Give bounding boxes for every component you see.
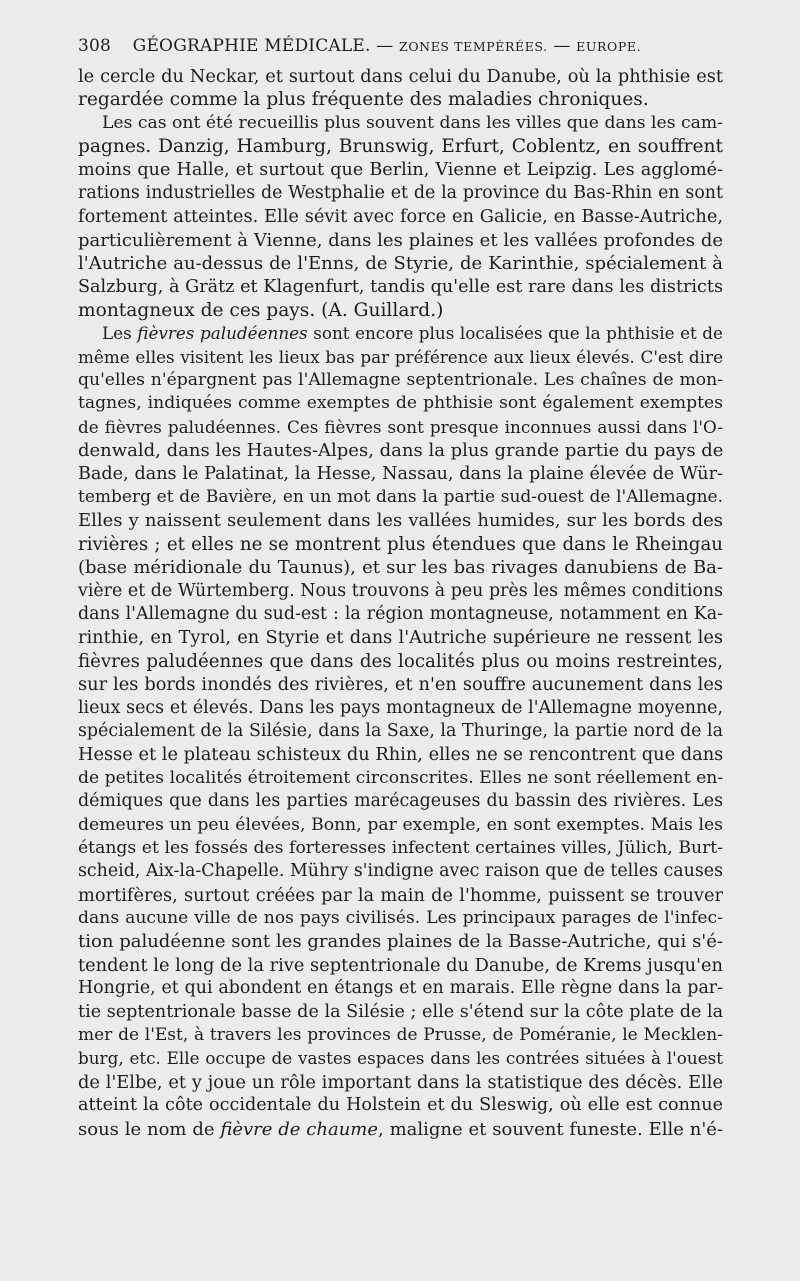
running-header xyxy=(78,36,738,58)
text-line xyxy=(78,346,723,369)
line-segment: sont encore plus localisées que la phthisie et de xyxy=(307,323,723,344)
text-line xyxy=(78,229,723,252)
header-dash: — xyxy=(370,36,400,56)
line-segment: mortifères, surtout créées par la main de l'homme, puissent se trouver xyxy=(78,884,723,906)
text-line xyxy=(78,135,723,158)
line-segment: Elles y naissent seulement dans les vallées humides, sur les bords des xyxy=(78,510,723,532)
line-segment: le cercle du Neckar, et surtout dans celui du Danube, où la phthisie est xyxy=(78,66,723,87)
header-title-mid: ZONES TEMPÉRÉES. xyxy=(399,39,548,54)
line-segment: temberg et de Bavière, en un mot dans la partie sud-ouest de l'Allemagne. xyxy=(78,487,723,508)
line-segment: démiques que dans les parties marécageuses du bassin des rivières. Les xyxy=(78,791,723,812)
text-line xyxy=(78,767,723,790)
header-title xyxy=(133,36,642,56)
text-line xyxy=(78,650,723,673)
text-line xyxy=(78,276,723,299)
line-segment: tendent le long de la rive septentrionale du Danube, de Krems jusqu'en xyxy=(78,954,723,976)
line-segment: lieux secs et élevés. Dans les pays montagneux de l'Allemagne moyenne, xyxy=(78,697,723,718)
text-line xyxy=(78,720,723,743)
line-segment: vière et de Würtemberg. Nous trouvons à peu près les mêmes conditions xyxy=(78,580,723,601)
line-segment: scheid, Aix-la-Chapelle. Mühry s'indigne avec raison que de telles causes xyxy=(78,861,723,882)
line-segment: étangs et les fossés des forteresses infectent certaines villes, Jülich, Burt- xyxy=(78,837,723,858)
text-line xyxy=(78,159,723,182)
text-line xyxy=(78,1094,723,1117)
line-segment: de l'Elbe, et y joue un rôle important dans la statistique des décès. Elle xyxy=(78,1071,723,1093)
line-segment: rinthie, en Tyrol, en Styrie et dans l'Autriche supérieure ne ressent les xyxy=(78,627,723,649)
line-segment: Hesse et le plateau schisteux du Rhin, elles ne se rencontrent que dans xyxy=(78,744,723,766)
line-segment: dans aucune ville de nos pays civilisés. Les principaux parages de l'infec- xyxy=(78,908,723,929)
line-segment: pagnes. Danzig, Hamburg, Brunswig, Erfurt, Coblentz, en souffrent xyxy=(78,136,723,158)
text-line xyxy=(78,673,723,696)
header-title-right: EUROPE. xyxy=(576,39,642,54)
line-segment: même elles visitent les lieux bas par préférence aux lieux élevés. C'est dire xyxy=(78,346,723,367)
text-line xyxy=(78,182,723,205)
text-line xyxy=(78,486,723,509)
text-line xyxy=(78,907,723,930)
header-dash: — xyxy=(547,36,577,56)
text-line xyxy=(78,884,723,907)
text-line xyxy=(78,814,723,837)
line-segment: sous le nom de xyxy=(78,1118,221,1140)
line-segment: Les cas ont été recueillis plus souvent dans les villes que dans les cam- xyxy=(102,112,723,133)
text-line xyxy=(78,416,723,439)
text-line xyxy=(78,88,723,111)
line-segment: Salzburg, à Grätz et Klagenfurt, tandis qu'elle est rare dans les districts xyxy=(78,276,723,297)
italic-term: fièvres paludéennes xyxy=(137,323,308,344)
text-line xyxy=(78,697,723,720)
text-line xyxy=(78,65,723,88)
line-segment: rations industrielles de Westphalie et de la province du Bas-Rhin en sont xyxy=(78,182,723,203)
line-segment: sur les bords inondés des rivières, et n'en souffre aucunement dans les xyxy=(78,674,723,696)
text-line xyxy=(78,626,723,649)
line-segment: Bade, dans le Palatinat, la Hesse, Nassau, dans la plaine élevée de Wür- xyxy=(78,463,723,484)
text-line xyxy=(78,509,723,532)
text-line xyxy=(78,1071,723,1094)
line-segment: , maligne et souvent funeste. Elle n'é- xyxy=(378,1118,723,1140)
text-line xyxy=(78,1001,723,1024)
text-line xyxy=(78,463,723,486)
page-number: 308 xyxy=(78,36,112,56)
line-segment: fortement atteintes. Elle sévit avec force en Galicie, en Basse-Autriche, xyxy=(78,206,723,228)
text-line xyxy=(78,1024,723,1047)
text-line xyxy=(78,930,723,953)
text-line xyxy=(78,790,723,813)
line-segment: demeures un peu élevées, Bonn, par exemple, en sont exemptes. Mais les xyxy=(78,814,723,835)
line-segment: de petites localités étroitement circonscrites. Elles ne sont réellement en- xyxy=(78,767,723,788)
text-line xyxy=(78,439,723,462)
line-segment: fièvres paludéennes que dans des localités plus ou moins restreintes, xyxy=(78,650,723,672)
italic-term: fièvre de chaume xyxy=(220,1118,379,1140)
line-segment: regardée comme la plus fréquente des maladies chroniques. xyxy=(78,89,649,111)
text-line xyxy=(78,392,723,415)
line-segment: rivières ; et elles ne se montrent plus étendues que dans le Rheingau xyxy=(78,533,723,555)
line-segment: atteint la côte occidentale du Holstein et du Sleswig, où elle est connue xyxy=(78,1095,723,1116)
line-segment: montagneux de ces pays. (A. Guillard.) xyxy=(78,299,444,321)
line-segment: qu'elles n'épargnent pas l'Allemagne septentrionale. Les chaînes de mon- xyxy=(78,370,723,391)
text-line xyxy=(78,1047,723,1070)
line-segment: denwald, dans les Hautes-Alpes, dans la plus grande partie du pays de xyxy=(78,440,723,462)
line-segment: tagnes, indiquées comme exemptes de phthisie sont également exemptes xyxy=(78,393,723,414)
text-line xyxy=(78,954,723,977)
text-line xyxy=(78,322,723,345)
line-segment: mer de l'Est, à travers les provinces de Prusse, de Poméranie, le Mecklen- xyxy=(78,1025,723,1046)
body-text xyxy=(78,65,723,1141)
text-line xyxy=(78,533,723,556)
text-line xyxy=(78,860,723,883)
text-line xyxy=(78,1118,723,1141)
text-line xyxy=(78,743,723,766)
line-segment: (base méridionale du Taunus), et sur les bas rivages danubiens de Ba- xyxy=(78,557,723,579)
text-line xyxy=(78,837,723,860)
line-segment: Les xyxy=(102,323,138,344)
text-line xyxy=(78,369,723,392)
text-line xyxy=(78,977,723,1000)
text-line xyxy=(78,205,723,228)
text-line xyxy=(78,603,723,626)
line-segment: tion paludéenne sont les grandes plaines de la Basse-Autriche, qui s'é- xyxy=(78,931,723,953)
line-segment: moins que Halle, et surtout que Berlin, Vienne et Leipzig. Les agglomé- xyxy=(78,159,723,180)
line-segment: Hongrie, et qui abondent en étangs et en marais. Elle règne dans la par- xyxy=(78,978,723,999)
text-line xyxy=(78,252,723,275)
text-line xyxy=(78,556,723,579)
line-segment: dans l'Allemagne du sud-est : la région montagneuse, notamment en Ka- xyxy=(78,603,723,624)
line-segment: burg, etc. Elle occupe de vastes espaces dans les contrées situées à l'ouest xyxy=(78,1048,723,1069)
line-segment: tie septentrionale basse de la Silésie ; elle s'étend sur la côte plate de la xyxy=(78,1001,723,1022)
text-line xyxy=(78,112,723,135)
line-segment: l'Autriche au-dessus de l'Enns, de Styrie, de Karinthie, spécialement à xyxy=(78,253,723,275)
line-segment: de fièvres paludéennes. Ces fièvres sont presque inconnues aussi dans l'O- xyxy=(78,416,723,437)
text-line xyxy=(78,580,723,603)
header-title-left: GÉOGRAPHIE MÉDICALE. xyxy=(132,36,371,56)
line-segment: particulièrement à Vienne, dans les plaines et les vallées profondes de xyxy=(78,229,723,251)
text-line xyxy=(78,299,723,322)
line-segment: spécialement de la Silésie, dans la Saxe, la Thuringe, la partie nord de la xyxy=(78,720,723,741)
